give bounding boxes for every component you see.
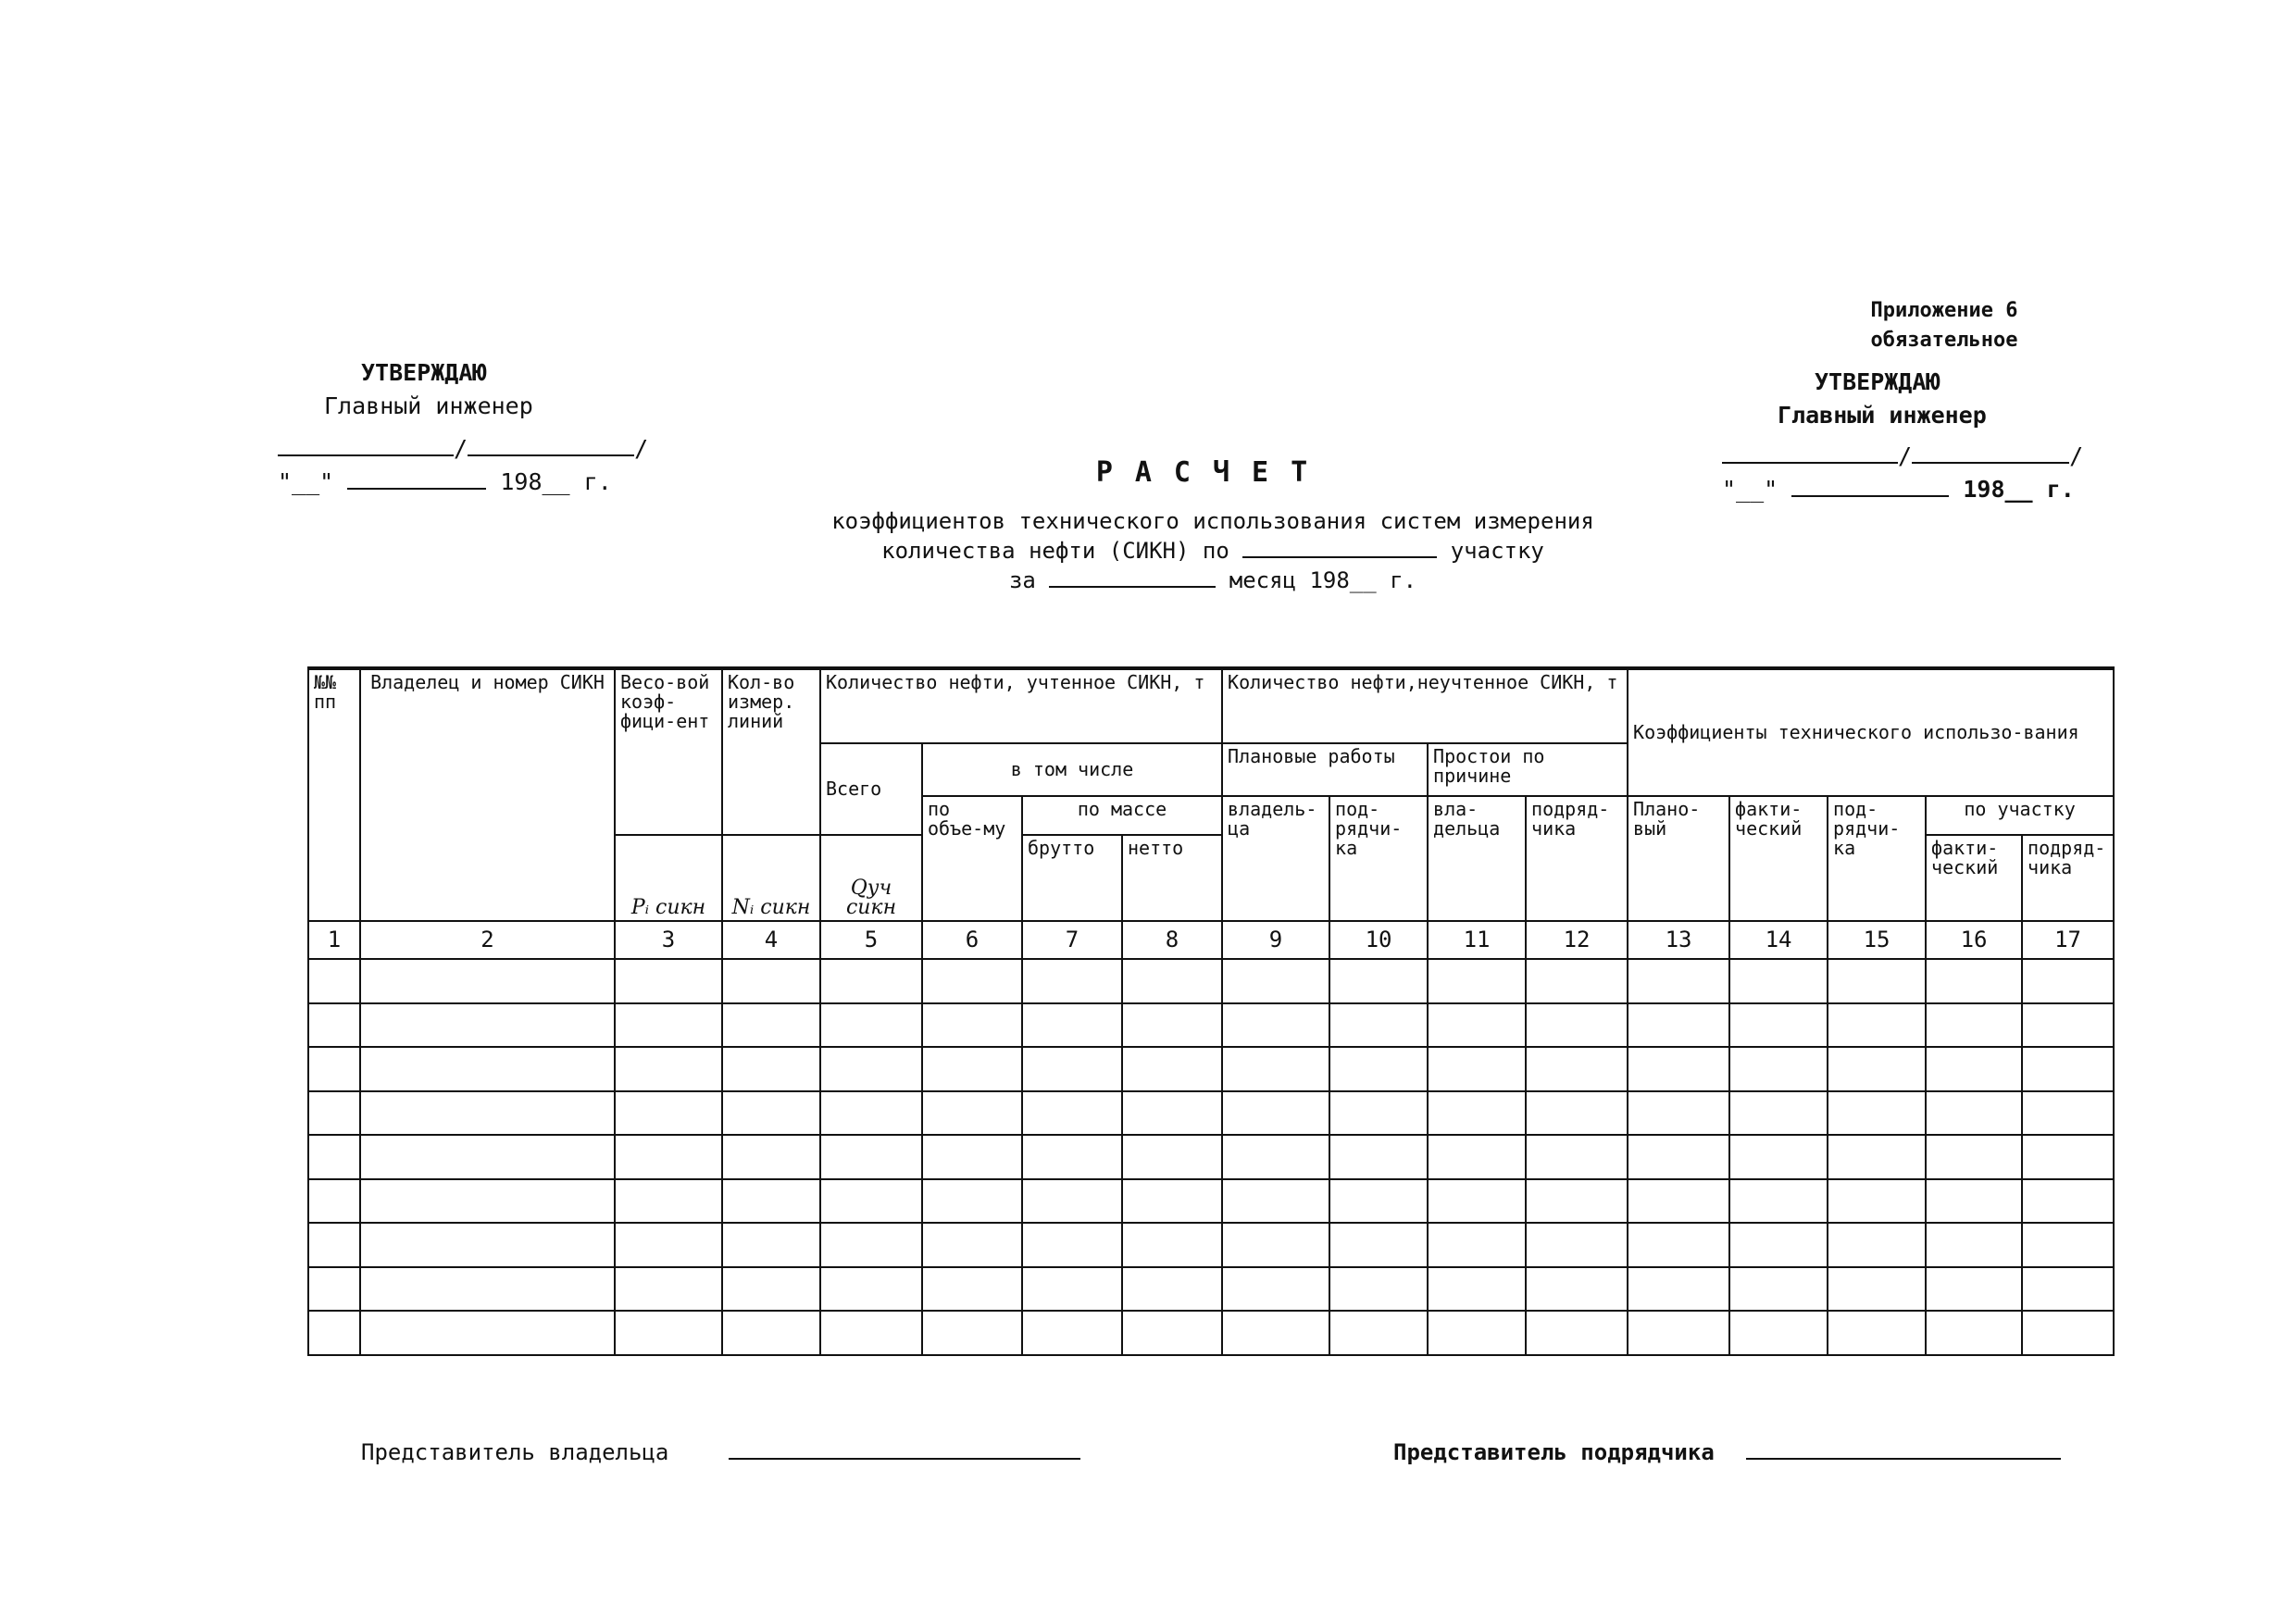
column-number: 4 [722, 921, 820, 959]
table-row [308, 1223, 2114, 1267]
table-cell[interactable] [922, 1311, 1022, 1355]
table-cell[interactable] [1526, 1311, 1628, 1355]
table-cell[interactable] [922, 959, 1022, 1003]
header-contractor-coef-label: под-рядчи-ка [1833, 798, 1901, 860]
table-row [308, 1091, 2114, 1136]
table-cell[interactable] [1428, 1267, 1526, 1312]
table-cell[interactable] [1329, 1223, 1428, 1267]
table-cell[interactable] [615, 1047, 722, 1091]
table-cell[interactable] [1926, 1091, 2022, 1136]
table-cell[interactable] [1828, 1311, 1926, 1355]
table-cell[interactable] [1729, 1179, 1828, 1224]
table-cell[interactable] [1926, 1135, 2022, 1179]
header-contractor-downtime-label: подряд-чика [1531, 798, 1610, 840]
table-cell[interactable] [1222, 1267, 1329, 1312]
approval-date-left: "__" 198__ г. [278, 468, 612, 495]
table-cell[interactable] [1428, 1311, 1526, 1355]
header-contractor-coef [1828, 796, 1926, 920]
header-net: нетто [1122, 835, 1222, 921]
table-cell[interactable] [1122, 1003, 1222, 1048]
document-title: РАСЧЕТ [1095, 456, 1330, 489]
table-cell[interactable] [1526, 1135, 1628, 1179]
table-cell[interactable] [1428, 1047, 1526, 1091]
table-cell[interactable] [1329, 1311, 1428, 1355]
table-cell[interactable] [1122, 1047, 1222, 1091]
table-cell[interactable] [1526, 1223, 1628, 1267]
table-cell[interactable] [1729, 959, 1828, 1003]
table-cell[interactable] [1122, 1223, 1222, 1267]
table-cell[interactable] [2022, 1311, 2114, 1355]
table-cell[interactable] [308, 1047, 360, 1091]
approval-signature-line-left: / / [278, 432, 667, 466]
approval-title-right: УТВЕРЖДАЮ [1815, 368, 1940, 395]
table-cell[interactable] [1729, 1135, 1828, 1179]
header-gross: брутто [1022, 835, 1122, 921]
table-cell[interactable] [1628, 1267, 1729, 1312]
table-cell[interactable] [1628, 1179, 1729, 1224]
table-cell[interactable] [1022, 1047, 1122, 1091]
signature-contractor-line[interactable] [1746, 1457, 2061, 1460]
table-cell[interactable] [1122, 1311, 1222, 1355]
table-cell[interactable] [615, 1135, 722, 1179]
table-cell[interactable] [1926, 1003, 2022, 1048]
table-cell[interactable] [1222, 1311, 1329, 1355]
table-cell[interactable] [722, 1179, 820, 1224]
table-cell[interactable] [1022, 1223, 1122, 1267]
table-cell[interactable] [1828, 1223, 1926, 1267]
signature-contractor-label: Представитель подрядчика [1393, 1439, 1715, 1465]
table-cell[interactable] [820, 1179, 922, 1224]
table-cell[interactable] [1628, 959, 1729, 1003]
column-number: 12 [1526, 921, 1628, 959]
column-number: 17 [2022, 921, 2114, 959]
header-including: в том числе [922, 743, 1222, 797]
table-cell[interactable] [820, 959, 922, 1003]
header-contractor-planned [1329, 796, 1428, 920]
table-cell[interactable] [1828, 959, 1926, 1003]
table-cell[interactable] [1628, 1047, 1729, 1091]
table-cell[interactable] [820, 1091, 922, 1136]
approval-position-left: Главный инженер [324, 392, 533, 419]
table-cell[interactable] [1828, 1267, 1926, 1312]
column-number: 2 [360, 921, 615, 959]
table-cell[interactable] [722, 1311, 820, 1355]
table-cell[interactable] [308, 1135, 360, 1179]
header-owner-downtime [1428, 796, 1526, 920]
table-cell[interactable] [820, 1003, 922, 1048]
table-cell[interactable] [722, 1091, 820, 1136]
table-cell[interactable] [1222, 1091, 1329, 1136]
table-cell[interactable] [1428, 1135, 1526, 1179]
header-planned-coef [1628, 796, 1729, 920]
table-cell[interactable] [1122, 1179, 1222, 1224]
column-number: 13 [1628, 921, 1729, 959]
table-cell[interactable] [615, 1091, 722, 1136]
table-cell[interactable] [1222, 1223, 1329, 1267]
table-cell[interactable] [722, 1047, 820, 1091]
table-cell[interactable] [360, 1003, 615, 1048]
header-downtime-reason: Простои по причине [1428, 743, 1628, 797]
table-cell[interactable] [1526, 1047, 1628, 1091]
table-row [308, 959, 2114, 1003]
table-cell[interactable] [360, 1179, 615, 1224]
table-cell[interactable] [1729, 1311, 1828, 1355]
table-cell[interactable] [1926, 959, 2022, 1003]
column-number: 6 [922, 921, 1022, 959]
approval-position-right: Главный инженер [1778, 402, 1987, 429]
table-cell[interactable] [1329, 959, 1428, 1003]
table-cell[interactable] [922, 1047, 1022, 1091]
column-number: 9 [1222, 921, 1329, 959]
table-cell[interactable] [1222, 959, 1329, 1003]
table-cell[interactable] [1022, 1003, 1122, 1048]
header-tech-usage-coefficients: Коэффициенты технического использо-вания [1628, 668, 2114, 796]
table-cell[interactable] [615, 1311, 722, 1355]
table-cell[interactable] [1428, 1091, 1526, 1136]
header-owner-planned [1222, 796, 1329, 920]
table-row [308, 1135, 2114, 1179]
table-cell[interactable] [360, 1311, 615, 1355]
table-cell[interactable] [1628, 1223, 1729, 1267]
header-oil-counted: Количество нефти, учтенное СИКН, т [820, 668, 1222, 743]
table-cell[interactable] [1526, 1267, 1628, 1312]
table-cell[interactable] [308, 1223, 360, 1267]
table-cell[interactable] [1329, 1179, 1428, 1224]
table-cell[interactable] [1022, 1311, 1122, 1355]
table-row [308, 1267, 2114, 1312]
column-number: 1 [308, 921, 360, 959]
table-cell[interactable] [1022, 1267, 1122, 1312]
column-number: 3 [615, 921, 722, 959]
table-cell[interactable] [1729, 1003, 1828, 1048]
table-cell[interactable] [1526, 1091, 1628, 1136]
table-cell[interactable] [722, 1135, 820, 1179]
table-cell[interactable] [1526, 959, 1628, 1003]
table-cell[interactable] [1329, 1135, 1428, 1179]
table-row [308, 1003, 2114, 1048]
table-cell[interactable] [2022, 1267, 2114, 1312]
table-cell[interactable] [1828, 1091, 1926, 1136]
header-measuring-lines: Кол-во измер. линий [722, 668, 820, 835]
header-total: Всего [820, 743, 922, 835]
table-cell[interactable] [360, 1223, 615, 1267]
header-by-mass: по массе [1022, 796, 1222, 834]
table-cell[interactable] [1526, 1179, 1628, 1224]
table-cell[interactable] [1022, 1091, 1122, 1136]
table-cell[interactable] [1329, 1091, 1428, 1136]
table-cell[interactable] [1122, 1267, 1222, 1312]
table-cell[interactable] [2022, 1135, 2114, 1179]
column-number: 7 [1022, 921, 1122, 959]
table-body [308, 959, 2114, 1355]
table-cell[interactable] [922, 1135, 1022, 1179]
table-row [308, 1047, 2114, 1091]
table-cell[interactable] [360, 1267, 615, 1312]
table-cell[interactable] [1926, 1179, 2022, 1224]
symbol-total: Qуч сикн [820, 835, 922, 921]
calculation-table [307, 666, 2115, 1356]
header-contractor-section: подряд-чика [2022, 835, 2114, 921]
table-cell[interactable] [1122, 1135, 1222, 1179]
table-cell[interactable] [1828, 1003, 1926, 1048]
header-owner-planned-label: владель-ца [1228, 798, 1317, 840]
header-contractor-planned-label: под-рядчи-ка [1335, 798, 1403, 860]
table-cell[interactable] [1926, 1311, 2022, 1355]
table-cell[interactable] [1022, 959, 1122, 1003]
table-cell[interactable] [722, 1003, 820, 1048]
header-actual-coef-label: факти-ческий [1735, 798, 1803, 840]
table-cell[interactable] [1828, 1179, 1926, 1224]
table-cell[interactable] [722, 1223, 820, 1267]
table-cell[interactable] [1329, 1003, 1428, 1048]
table-cell[interactable] [1828, 1135, 1926, 1179]
approval-block-left [278, 356, 667, 499]
table-cell[interactable] [2022, 1091, 2114, 1136]
column-number: 14 [1729, 921, 1828, 959]
header-row-number: №№ пп [308, 668, 360, 921]
table-cell[interactable] [1428, 1223, 1526, 1267]
table-cell[interactable] [1628, 1091, 1729, 1136]
table-row [308, 1179, 2114, 1224]
table-cell[interactable] [1729, 1091, 1828, 1136]
header-actual-section: факти-ческий [1926, 835, 2022, 921]
table-cell[interactable] [308, 1003, 360, 1048]
header-by-section: по участку [1926, 796, 2114, 834]
table-cell[interactable] [308, 1267, 360, 1312]
table-cell[interactable] [1628, 1003, 1729, 1048]
table-cell[interactable] [1526, 1003, 1628, 1048]
column-number: 16 [1926, 921, 2022, 959]
table-cell[interactable] [308, 959, 360, 1003]
signature-owner-line[interactable] [729, 1457, 1080, 1460]
table-row [308, 1311, 2114, 1355]
table-cell[interactable] [1428, 1003, 1526, 1048]
header-owner-downtime-label: вла-дельца [1433, 798, 1501, 840]
document-subtitle-line2: количества нефти (СИКН) по участку [881, 538, 1544, 564]
document-title-block [815, 458, 1611, 595]
table-cell[interactable] [722, 1267, 820, 1312]
table-cell[interactable] [1628, 1311, 1729, 1355]
table-cell[interactable] [1926, 1223, 2022, 1267]
approval-block-right [1722, 366, 2111, 506]
signature-owner-label: Представитель владельца [361, 1439, 669, 1465]
table-cell[interactable] [1022, 1135, 1122, 1179]
table-cell[interactable] [615, 1179, 722, 1224]
column-number: 5 [820, 921, 922, 959]
column-number-row [308, 921, 2114, 959]
table-cell[interactable] [1222, 1047, 1329, 1091]
table-cell[interactable] [360, 959, 615, 1003]
table-cell[interactable] [1729, 1047, 1828, 1091]
table-cell[interactable] [922, 1003, 1022, 1048]
appendix-note [1815, 296, 2074, 355]
approval-signature-line-right: / / [1722, 440, 2111, 473]
table-cell[interactable] [2022, 1179, 2114, 1224]
approval-date-right: "__" 198__ г. [1722, 476, 2075, 503]
table-cell[interactable] [1729, 1223, 1828, 1267]
table-cell[interactable] [820, 1047, 922, 1091]
table-cell[interactable] [1926, 1267, 2022, 1312]
column-number: 8 [1122, 921, 1222, 959]
column-number: 11 [1428, 921, 1526, 959]
symbol-weight-coefficient: Pᵢ сикн [615, 835, 722, 921]
table-cell[interactable] [615, 1003, 722, 1048]
table-cell[interactable] [722, 959, 820, 1003]
table-cell[interactable] [1729, 1267, 1828, 1312]
signature-owner [361, 1439, 1080, 1465]
table-cell[interactable] [820, 1311, 922, 1355]
column-number: 15 [1828, 921, 1926, 959]
table-cell[interactable] [1122, 959, 1222, 1003]
header-owner-and-number: Владелец и номер СИКН [360, 668, 615, 921]
table-cell[interactable] [1828, 1047, 1926, 1091]
header-actual-coef [1729, 796, 1828, 920]
header-by-volume: по объе-му [922, 796, 1022, 920]
table-cell[interactable] [2022, 959, 2114, 1003]
header-oil-uncounted: Количество нефти,неучтенное СИКН, т [1222, 668, 1628, 743]
table-cell[interactable] [1628, 1135, 1729, 1179]
table-cell[interactable] [615, 959, 722, 1003]
header-planned-works: Плановые работы [1222, 743, 1428, 797]
table-cell[interactable] [2022, 1047, 2114, 1091]
table-cell[interactable] [1926, 1047, 2022, 1091]
table-cell[interactable] [820, 1223, 922, 1267]
table-cell[interactable] [308, 1179, 360, 1224]
table-cell[interactable] [1329, 1267, 1428, 1312]
table-cell[interactable] [615, 1267, 722, 1312]
table-cell[interactable] [922, 1267, 1022, 1312]
appendix-status: обязательное [1870, 329, 2018, 352]
table-cell[interactable] [1222, 1135, 1329, 1179]
header-planned-coef-label: Плано-вый [1633, 798, 1701, 840]
appendix-number: Приложение 6 [1870, 299, 2018, 322]
header-contractor-downtime [1526, 796, 1628, 920]
table-cell[interactable] [360, 1047, 615, 1091]
table-cell[interactable] [2022, 1003, 2114, 1048]
table-cell[interactable] [1428, 1179, 1526, 1224]
table-cell[interactable] [922, 1091, 1022, 1136]
table-cell[interactable] [820, 1267, 922, 1312]
table-cell[interactable] [1022, 1179, 1122, 1224]
table-cell[interactable] [2022, 1223, 2114, 1267]
symbol-measuring-lines: Nᵢ сикн [722, 835, 820, 921]
column-number: 10 [1329, 921, 1428, 959]
table-cell[interactable] [615, 1223, 722, 1267]
table-cell[interactable] [1222, 1003, 1329, 1048]
approval-title-left: УТВЕРЖДАЮ [361, 359, 487, 386]
table-cell[interactable] [1329, 1047, 1428, 1091]
signature-contractor [1393, 1439, 2061, 1465]
document-subtitle-line3: за месяц 198__ г. [1008, 567, 1417, 593]
table-cell[interactable] [1428, 959, 1526, 1003]
table-cell[interactable] [1122, 1091, 1222, 1136]
table-cell[interactable] [360, 1091, 615, 1136]
table-cell[interactable] [922, 1179, 1022, 1224]
table-cell[interactable] [1222, 1179, 1329, 1224]
table-cell[interactable] [922, 1223, 1022, 1267]
table-cell[interactable] [308, 1091, 360, 1136]
table-cell[interactable] [820, 1135, 922, 1179]
table-cell[interactable] [360, 1135, 615, 1179]
table-cell[interactable] [308, 1311, 360, 1355]
document-subtitle-line1: коэффициентов технического использования систем измерения [831, 508, 1594, 534]
header-weight-coefficient: Весо-вой коэф-фици-ент [615, 668, 722, 835]
